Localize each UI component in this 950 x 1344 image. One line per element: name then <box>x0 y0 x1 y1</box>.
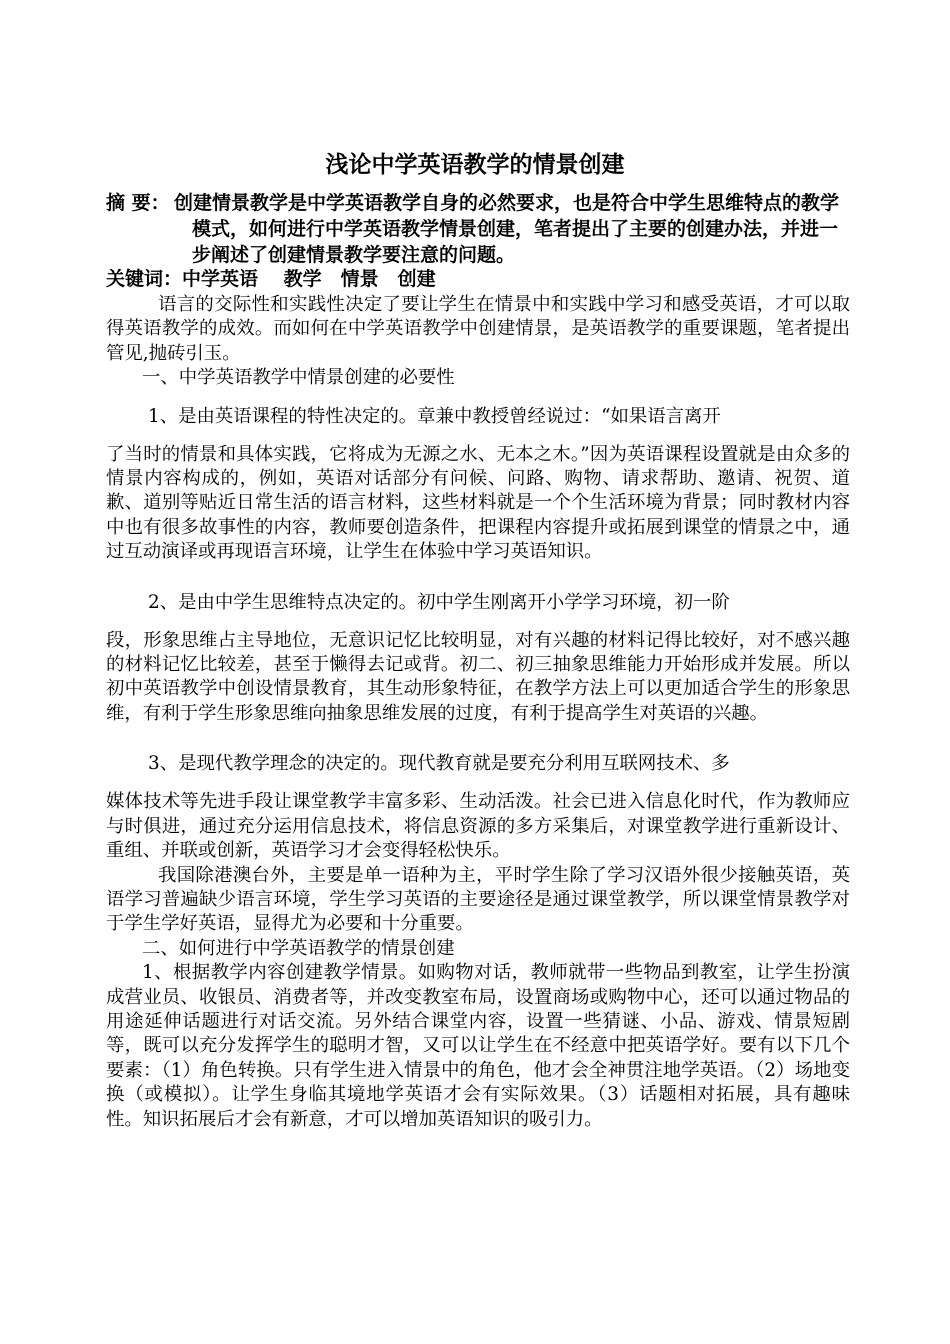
paragraph-5: 1、根据教学内容创建教学情景。如购物对话，教师就带一些物品到教室，让学生扮演成营业员、收银员、消费者等，并改变教室布局，设置商场或购物中心，还可以通过物品的用途延伸话题进行对话交流。另外结合课堂内容，设置一些猜谜、小品、游戏、情景短剧等，既可以充分发挥学生的聪明才智，又可以让学生在不经意中把英语学好。要有以下几个要素：（1）角色转换。只有学生进入情景中的角色，他才会全神贯注地学英语。（2）场地变换（或模拟）。让学生身临其境地学英语才会有实际效果。（3）话题相对拓展，具有趣味性。知识拓展后才会有新意，才可以增加英语知识的吸引力。 <box>106 962 850 1130</box>
document-title: 浅论中学英语教学的情景创建 <box>325 152 625 178</box>
section-heading-1: 一、中学英语教学中情景创建的必要性 <box>142 367 455 389</box>
point-2-lead: 2、是由中学生思维特点决定的。初中学生刚离开小学学习环境，初一阶 <box>148 591 730 613</box>
point-1-body: 了当时的情景和具体实践，它将成为无源之水、无本之木。”因为英语课程设置就是由众多的情景内容构成的，例如，英语对话部分有问候、问路、购物、请求帮助、邀请、祝贺、道歉、道别等贴近日常生活的语言材料，这些材料就是一个个生活环境为背景；同时教材内容中也有很多故事性的内容，教师要创造条件，把课程内容提升或拓展到课堂的情景之中，通过互动演译或再现语言环境，让学生在体验中学习英语知识。 <box>106 443 850 563</box>
point-2-body: 段，形象思维占主导地位，无意识记忆比较明显，对有兴趣的材料记得比较好，对不感兴趣的材料记忆比较差，甚至于懒得去记或背。初二、初三抽象思维能力开始形成并发展。所以初中英语教学中创设情景教育，其生动形象特征，在教学方法上可以更加适合学生的形象思维，有利于学生形象思维向抽象思维发展的过度，有利于提高学生对英语的兴趣。 <box>106 629 850 724</box>
point-3-lead: 3、是现代教学理念的决定的。现代教育就是要充分利用互联网技术、多 <box>148 753 730 775</box>
document-body <box>106 293 850 1132</box>
section-heading-2: 二、如何进行中学英语教学的情景创建 <box>142 937 455 959</box>
abstract-text: 创建情景教学是中学英语教学自身的必然要求，也是符合中学生思维特点的教学模式，如何进行中学英语教学情景创建，笔者提出了主要的创建办法，并进一步阐述了创建情景教学要注意的问题。 <box>174 192 840 266</box>
paragraph-4: 我国除港澳台外，主要是单一语种为主，平时学生除了学习汉语外很少接触英语，英语学习普遍缺少语言环境，学生学习英语的主要途径是通过课堂教学，所以课堂情景教学对于学生学好英语，显得尤为必要和十分重要。 <box>106 864 850 935</box>
abstract <box>106 190 850 268</box>
intro-paragraph: 语言的交际性和实践性决定了要让学生在情景中和实践中学习和感受英语，才可以取得英语教学的成效。而如何在中学英语教学中创建情景，是英语教学的重要课题，笔者提出管见,抛砖引玉。 <box>106 294 850 364</box>
point-3-body: 媒体技术等先进手段让课堂教学丰富多彩、生动活泼。社会已进入信息化时代，作为教师应与时俱进，通过充分运用信息技术，将信息资源的多方采集后，对课堂教学进行重新设计、重组、并联或创新，英语学习才会变得轻松快乐。 <box>106 791 850 862</box>
abstract-label: 摘 要： <box>106 192 170 214</box>
point-1-lead: 1、是由英语课程的特性决定的。章兼中教授曾经说过：“如果语言离开 <box>148 405 721 427</box>
keywords: 关键词：中学英语 教学 情景 创建 <box>106 268 436 290</box>
